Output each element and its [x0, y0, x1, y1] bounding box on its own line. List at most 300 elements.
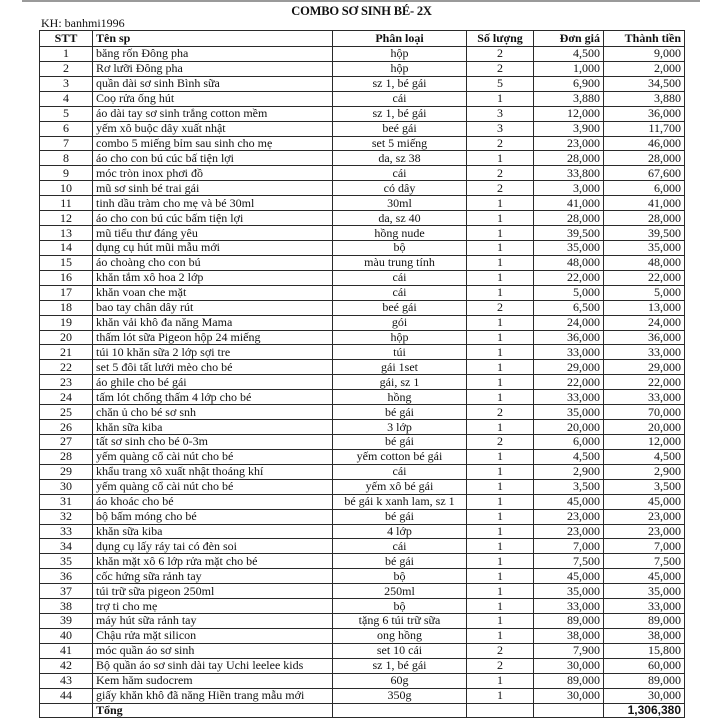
cell-unit-price: 6,900: [534, 76, 604, 91]
table-row: [40, 166, 685, 181]
cell-quantity: 1: [467, 628, 534, 643]
cell-quantity: 2: [467, 166, 534, 181]
cell-quantity: 1: [467, 255, 534, 270]
cell-unit-price: 30,000: [534, 688, 604, 703]
cell-line-total: 13,000: [604, 300, 685, 315]
cell-unit-price: 12,000: [534, 106, 604, 121]
cell-stt: 13: [40, 226, 93, 241]
cell-stt: 5: [40, 106, 93, 121]
cell-product-name: mũ tiểu thư đáng yêu: [93, 226, 333, 241]
table-row: [40, 285, 685, 300]
cell-product-name: mũ sơ sinh bé trai gái: [93, 181, 333, 196]
cell-stt: 38: [40, 599, 93, 614]
cell-stt: 26: [40, 420, 93, 435]
cell-stt: 14: [40, 240, 93, 255]
cell-unit-price: 23,000: [534, 136, 604, 151]
cell-quantity: 2: [467, 658, 534, 673]
cell-stt: 6: [40, 121, 93, 136]
cell-unit-price: 35,000: [534, 584, 604, 599]
cell-product-name: khăn sữa kiba: [93, 420, 333, 435]
cell-unit-price: 24,000: [534, 315, 604, 330]
cell-product-name: túi trữ sữa pigeon 250ml: [93, 584, 333, 599]
cell-unit-price: 33,000: [534, 345, 604, 360]
cell-product-name: dụng cụ lấy ráy tai có đèn soi: [93, 539, 333, 554]
table-row: [40, 360, 685, 375]
cell-stt: 16: [40, 270, 93, 285]
cell-product-name: dụng cụ hút mũi mẫu mới: [93, 240, 333, 255]
cell-variant: hồng: [333, 390, 467, 405]
table-row: [40, 658, 685, 673]
cell-variant: màu trung tính: [333, 255, 467, 270]
cell-quantity: 1: [467, 494, 534, 509]
cell-quantity: 1: [467, 420, 534, 435]
table-row: [40, 569, 685, 584]
cell-stt: 34: [40, 539, 93, 554]
cell-line-total: 35,000: [604, 584, 685, 599]
cell-line-total: 5,000: [604, 285, 685, 300]
cell-line-total: 7,000: [604, 539, 685, 554]
cell-line-total: 30,000: [604, 688, 685, 703]
table-row: [40, 270, 685, 285]
table-row: [40, 196, 685, 211]
cell-line-total: 9,000: [604, 47, 685, 62]
cell-line-total: 3,500: [604, 479, 685, 494]
cell-product-name: chăn ủ cho bé sơ snh: [93, 405, 333, 420]
cell-quantity: 2: [467, 643, 534, 658]
cell-product-name: bao tay chân dây rút: [93, 300, 333, 315]
cell-stt: 33: [40, 524, 93, 539]
cell-stt: 25: [40, 405, 93, 420]
cell-line-total: 24,000: [604, 315, 685, 330]
cell-product-name: khăn sữa kiba: [93, 524, 333, 539]
cell-stt: 17: [40, 285, 93, 300]
cell-unit-price: 2,900: [534, 464, 604, 479]
cell-line-total: 28,000: [604, 151, 685, 166]
table-row: [40, 405, 685, 420]
total-qty-cell: [467, 703, 534, 718]
cell-stt: 1: [40, 47, 93, 62]
cell-line-total: 23,000: [604, 524, 685, 539]
cell-quantity: 1: [467, 464, 534, 479]
cell-stt: 18: [40, 300, 93, 315]
header-total: Thành tiền: [604, 31, 685, 47]
cell-product-name: Bộ quần áo sơ sinh dài tay Uchi leelee kids: [93, 658, 333, 673]
table-row: [40, 599, 685, 614]
top-divider: [22, 0, 700, 2]
cell-quantity: 2: [467, 434, 534, 449]
cell-stt: 3: [40, 76, 93, 91]
cell-quantity: 1: [467, 599, 534, 614]
cell-quantity: 1: [467, 211, 534, 226]
cell-unit-price: 20,000: [534, 420, 604, 435]
cell-stt: 15: [40, 255, 93, 270]
cell-product-name: khăn voan che mặt: [93, 285, 333, 300]
total-label: Tổng: [93, 703, 333, 718]
cell-unit-price: 45,000: [534, 569, 604, 584]
table-row: [40, 524, 685, 539]
cell-product-name: khăn mặt xô 6 lớp rửa mặt cho bé: [93, 554, 333, 569]
cell-product-name: khăn vải khô đa năng Mama: [93, 315, 333, 330]
cell-unit-price: 38,000: [534, 628, 604, 643]
cell-quantity: 1: [467, 584, 534, 599]
cell-quantity: 1: [467, 240, 534, 255]
cell-variant: cái: [333, 464, 467, 479]
cell-unit-price: 29,000: [534, 360, 604, 375]
table-row: [40, 151, 685, 166]
cell-variant: cái: [333, 270, 467, 285]
table-row: [40, 240, 685, 255]
cell-product-name: máy hút sữa rảnh tay: [93, 614, 333, 629]
cell-variant: hồng nude: [333, 226, 467, 241]
table-row: [40, 181, 685, 196]
cell-variant: bé gái k xanh lam, sz 1: [333, 494, 467, 509]
cell-stt: 41: [40, 643, 93, 658]
cell-quantity: 1: [467, 360, 534, 375]
table-row: [40, 420, 685, 435]
cell-unit-price: 5,000: [534, 285, 604, 300]
cell-product-name: khẩu trang xô xuất nhật thoáng khí: [93, 464, 333, 479]
cell-product-name: Kem hăm sudocrem: [93, 673, 333, 688]
table-row: [40, 464, 685, 479]
cell-stt: 30: [40, 479, 93, 494]
table-row: [40, 300, 685, 315]
cell-quantity: 1: [467, 285, 534, 300]
header-stt: STT: [40, 31, 93, 47]
cell-quantity: 1: [467, 539, 534, 554]
cell-product-name: móc quần áo sơ sinh: [93, 643, 333, 658]
cell-unit-price: 33,000: [534, 599, 604, 614]
cell-stt: 28: [40, 449, 93, 464]
table-row: [40, 434, 685, 449]
cell-stt: 11: [40, 196, 93, 211]
cell-stt: 35: [40, 554, 93, 569]
header-name: Tên sp: [93, 31, 333, 47]
cell-unit-price: 45,000: [534, 494, 604, 509]
cell-quantity: 1: [467, 614, 534, 629]
total-type-cell: [333, 703, 467, 718]
cell-product-name: áo choàng cho con bú: [93, 255, 333, 270]
cell-product-name: thấm lót sữa Pigeon hộp 24 miếng: [93, 330, 333, 345]
cell-line-total: 67,600: [604, 166, 685, 181]
cell-line-total: 2,000: [604, 61, 685, 76]
cell-line-total: 33,000: [604, 599, 685, 614]
cell-product-name: áo cho con bú cúc bấm tiện lợi: [93, 211, 333, 226]
table-row: [40, 494, 685, 509]
cell-line-total: 38,000: [604, 628, 685, 643]
cell-stt: 23: [40, 375, 93, 390]
cell-quantity: 1: [467, 345, 534, 360]
cell-product-name: yếm quàng cổ cài nút cho bé: [93, 479, 333, 494]
cell-variant: bộ: [333, 240, 467, 255]
cell-quantity: 1: [467, 688, 534, 703]
cell-stt: 40: [40, 628, 93, 643]
cell-variant: 250ml: [333, 584, 467, 599]
cell-quantity: 1: [467, 270, 534, 285]
cell-product-name: yếm quàng cổ cài nút cho bé: [93, 449, 333, 464]
cell-quantity: 1: [467, 509, 534, 524]
cell-product-name: áo khoác cho bé: [93, 494, 333, 509]
table-row: [40, 211, 685, 226]
cell-line-total: 89,000: [604, 673, 685, 688]
cell-variant: túi: [333, 345, 467, 360]
cell-unit-price: 3,500: [534, 479, 604, 494]
header-price: Đơn giá: [534, 31, 604, 47]
cell-variant: bé gái: [333, 509, 467, 524]
cell-unit-price: 3,900: [534, 121, 604, 136]
table-body: [40, 47, 685, 704]
cell-variant: hộp: [333, 47, 467, 62]
cell-line-total: 12,000: [604, 434, 685, 449]
cell-stt: 37: [40, 584, 93, 599]
cell-variant: yếm cotton bé gái: [333, 449, 467, 464]
cell-unit-price: 4,500: [534, 47, 604, 62]
cell-unit-price: 3,000: [534, 181, 604, 196]
table-row: [40, 255, 685, 270]
cell-line-total: 33,000: [604, 390, 685, 405]
cell-line-total: 60,000: [604, 658, 685, 673]
cell-unit-price: 35,000: [534, 240, 604, 255]
header-row: [40, 31, 685, 47]
cell-variant: cái: [333, 166, 467, 181]
cell-line-total: 48,000: [604, 255, 685, 270]
cell-product-name: trợ ti cho mẹ: [93, 599, 333, 614]
cell-quantity: 1: [467, 375, 534, 390]
cell-stt: 9: [40, 166, 93, 181]
cell-line-total: 29,000: [604, 360, 685, 375]
cell-line-total: 36,000: [604, 106, 685, 121]
cell-variant: có dây: [333, 181, 467, 196]
cell-quantity: 5: [467, 76, 534, 91]
total-price-cell: [534, 703, 604, 718]
cell-variant: 30ml: [333, 196, 467, 211]
cell-variant: 60g: [333, 673, 467, 688]
total-row: [40, 703, 685, 718]
table-row: [40, 136, 685, 151]
cell-variant: 350g: [333, 688, 467, 703]
cell-stt: 24: [40, 390, 93, 405]
cell-product-name: tấm lót chống thấm 4 lớp cho bé: [93, 390, 333, 405]
cell-quantity: 1: [467, 673, 534, 688]
cell-variant: bé gái: [333, 554, 467, 569]
cell-unit-price: 4,500: [534, 449, 604, 464]
cell-line-total: 89,000: [604, 614, 685, 629]
cell-product-name: Coọ rửa ống hút: [93, 91, 333, 106]
cell-variant: gái, sz 1: [333, 375, 467, 390]
cell-unit-price: 23,000: [534, 524, 604, 539]
cell-quantity: 1: [467, 524, 534, 539]
cell-variant: cái: [333, 285, 467, 300]
cell-quantity: 3: [467, 121, 534, 136]
cell-quantity: 2: [467, 405, 534, 420]
cell-unit-price: 33,000: [534, 390, 604, 405]
cell-variant: gói: [333, 315, 467, 330]
table-row: [40, 345, 685, 360]
order-table: [39, 30, 685, 718]
table-row: [40, 106, 685, 121]
cell-stt: 7: [40, 136, 93, 151]
cell-product-name: cốc hứng sữa rảnh tay: [93, 569, 333, 584]
cell-stt: 12: [40, 211, 93, 226]
cell-unit-price: 41,000: [534, 196, 604, 211]
table-row: [40, 47, 685, 62]
cell-stt: 36: [40, 569, 93, 584]
cell-unit-price: 6,500: [534, 300, 604, 315]
cell-unit-price: 6,000: [534, 434, 604, 449]
cell-line-total: 2,900: [604, 464, 685, 479]
cell-stt: 39: [40, 614, 93, 629]
cell-line-total: 28,000: [604, 211, 685, 226]
cell-unit-price: 28,000: [534, 211, 604, 226]
cell-unit-price: 28,000: [534, 151, 604, 166]
cell-line-total: 36,000: [604, 330, 685, 345]
cell-line-total: 15,800: [604, 643, 685, 658]
cell-quantity: 2: [467, 47, 534, 62]
cell-stt: 27: [40, 434, 93, 449]
cell-line-total: 22,000: [604, 270, 685, 285]
cell-quantity: 1: [467, 554, 534, 569]
table-row: [40, 226, 685, 241]
cell-line-total: 46,000: [604, 136, 685, 151]
cell-variant: sz 1, bé gái: [333, 76, 467, 91]
cell-variant: ong hồng: [333, 628, 467, 643]
cell-unit-price: 1,000: [534, 61, 604, 76]
cell-product-name: áo cho con bú cúc bấ tiện lợi: [93, 151, 333, 166]
cell-quantity: 1: [467, 330, 534, 345]
table-row: [40, 614, 685, 629]
cell-variant: sz 1, bé gái: [333, 658, 467, 673]
cell-line-total: 4,500: [604, 449, 685, 464]
cell-quantity: 2: [467, 136, 534, 151]
cell-stt: 29: [40, 464, 93, 479]
cell-variant: bộ: [333, 569, 467, 584]
cell-stt: 44: [40, 688, 93, 703]
cell-quantity: 1: [467, 449, 534, 464]
cell-unit-price: 36,000: [534, 330, 604, 345]
cell-quantity: 2: [467, 181, 534, 196]
cell-product-name: móc tròn inox phơi đồ: [93, 166, 333, 181]
cell-variant: gái 1set: [333, 360, 467, 375]
cell-line-total: 33,000: [604, 345, 685, 360]
cell-quantity: 1: [467, 390, 534, 405]
cell-line-total: 20,000: [604, 420, 685, 435]
cell-unit-price: 22,000: [534, 270, 604, 285]
table-row: [40, 688, 685, 703]
cell-variant: tặng 6 túi trữ sữa: [333, 614, 467, 629]
cell-stt: 20: [40, 330, 93, 345]
cell-product-name: khăn tắm xô hoa 2 lớp: [93, 270, 333, 285]
cell-product-name: Chậu rửa mặt silicon: [93, 628, 333, 643]
cell-variant: bé gái: [333, 434, 467, 449]
cell-line-total: 45,000: [604, 569, 685, 584]
table-row: [40, 673, 685, 688]
cell-line-total: 3,880: [604, 91, 685, 106]
cell-variant: cái: [333, 91, 467, 106]
cell-quantity: 1: [467, 569, 534, 584]
cell-product-name: bộ bấm móng cho bé: [93, 509, 333, 524]
cell-unit-price: 30,000: [534, 658, 604, 673]
cell-product-name: túi 10 khăn sữa 2 lớp sợi tre: [93, 345, 333, 360]
cell-quantity: 1: [467, 315, 534, 330]
table-row: [40, 554, 685, 569]
cell-unit-price: 48,000: [534, 255, 604, 270]
cell-unit-price: 35,000: [534, 405, 604, 420]
table-row: [40, 643, 685, 658]
cell-variant: 3 lớp: [333, 420, 467, 435]
cell-stt: 21: [40, 345, 93, 360]
cell-quantity: 1: [467, 196, 534, 211]
table-row: [40, 330, 685, 345]
table-row: [40, 121, 685, 136]
cell-unit-price: 39,500: [534, 226, 604, 241]
cell-unit-price: 7,000: [534, 539, 604, 554]
cell-variant: set 10 cái: [333, 643, 467, 658]
cell-stt: 43: [40, 673, 93, 688]
cell-product-name: Rơ lưỡi Đông pha: [93, 61, 333, 76]
cell-product-name: áo dài tay sơ sinh trắng cotton mềm: [93, 106, 333, 121]
cell-product-name: set 5 đôi tất lưới mèo cho bé: [93, 360, 333, 375]
cell-stt: 10: [40, 181, 93, 196]
cell-stt: 31: [40, 494, 93, 509]
table-row: [40, 628, 685, 643]
cell-product-name: quần dài sơ sinh Bình sữa: [93, 76, 333, 91]
cell-line-total: 6,000: [604, 181, 685, 196]
cell-line-total: 39,500: [604, 226, 685, 241]
table-row: [40, 375, 685, 390]
cell-quantity: 1: [467, 151, 534, 166]
cell-unit-price: 3,880: [534, 91, 604, 106]
cell-stt: 19: [40, 315, 93, 330]
cell-product-name: giấy khăn khô đã năng Hiền trang mẫu mới: [93, 688, 333, 703]
cell-quantity: 1: [467, 226, 534, 241]
cell-variant: da, sz 40: [333, 211, 467, 226]
cell-unit-price: 33,800: [534, 166, 604, 181]
table-row: [40, 91, 685, 106]
cell-stt: 22: [40, 360, 93, 375]
cell-product-name: yếm xô buộc dây xuất nhật: [93, 121, 333, 136]
cell-line-total: 41,000: [604, 196, 685, 211]
cell-product-name: tất sơ sinh cho bé 0-3m: [93, 434, 333, 449]
cell-line-total: 23,000: [604, 509, 685, 524]
table-row: [40, 539, 685, 554]
cell-stt: 32: [40, 509, 93, 524]
cell-variant: beé gái: [333, 121, 467, 136]
header-type: Phân loại: [333, 31, 467, 47]
grand-total: 1,306,380: [604, 703, 685, 718]
table-row: [40, 509, 685, 524]
cell-unit-price: 89,000: [534, 614, 604, 629]
document-title: COMBO SƠ SINH BÉ- 2X: [291, 4, 432, 18]
cell-line-total: 7,500: [604, 554, 685, 569]
cell-line-total: 70,000: [604, 405, 685, 420]
header-qty: Số lượng: [467, 31, 534, 47]
cell-quantity: 1: [467, 91, 534, 106]
cell-quantity: 2: [467, 300, 534, 315]
cell-stt: 42: [40, 658, 93, 673]
cell-variant: beé gái: [333, 300, 467, 315]
table-row: [40, 390, 685, 405]
cell-stt: 4: [40, 91, 93, 106]
cell-variant: sz 1, bé gái: [333, 106, 467, 121]
table-row: [40, 479, 685, 494]
cell-line-total: 22,000: [604, 375, 685, 390]
cell-variant: da, sz 38: [333, 151, 467, 166]
cell-stt: 8: [40, 151, 93, 166]
cell-stt: 2: [40, 61, 93, 76]
cell-product-name: áo ghile cho bé gái: [93, 375, 333, 390]
cell-variant: cái: [333, 539, 467, 554]
cell-quantity: 3: [467, 106, 534, 121]
cell-variant: 4 lớp: [333, 524, 467, 539]
